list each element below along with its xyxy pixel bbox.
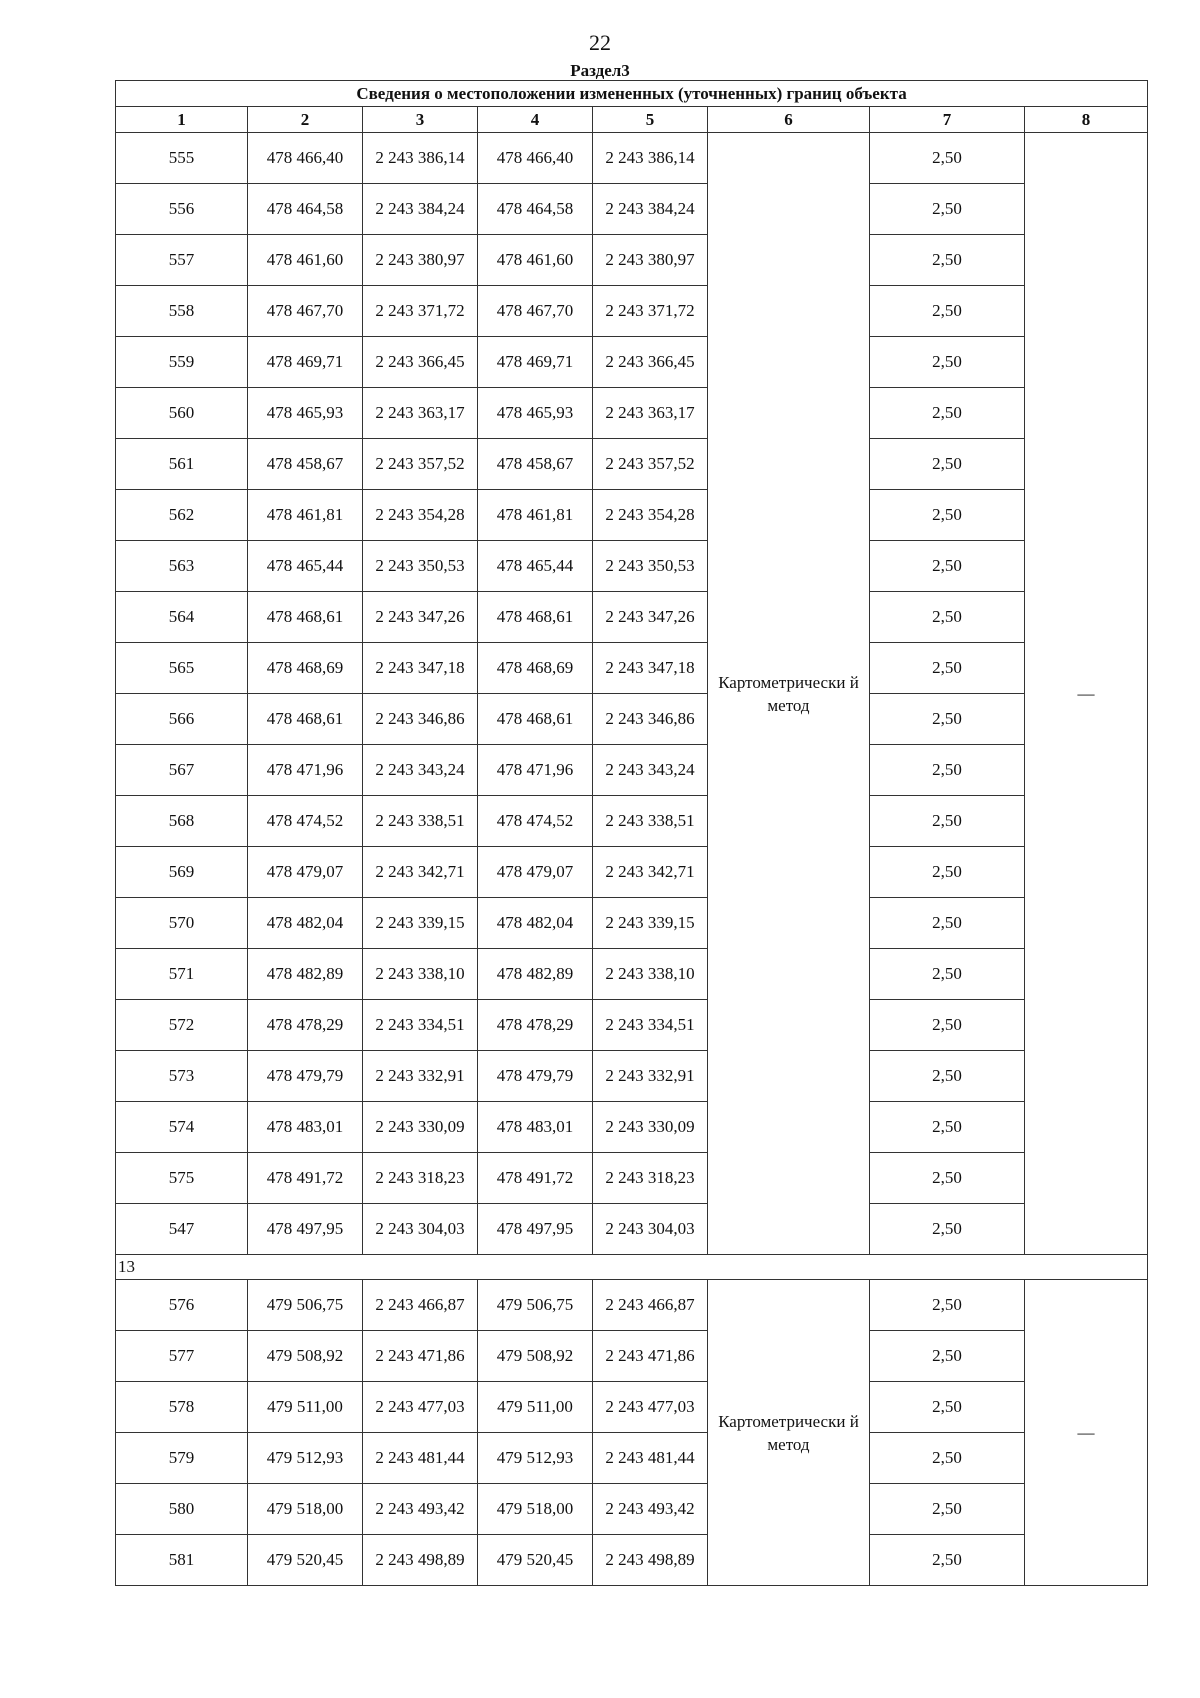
existing-y-cell: 2 243 318,23	[363, 1153, 478, 1204]
point-number-cell: 575	[116, 1153, 248, 1204]
accuracy-cell: 2,50	[870, 592, 1025, 643]
column-number: 7	[870, 107, 1025, 133]
table-row	[116, 1382, 1148, 1433]
table-row	[116, 898, 1148, 949]
accuracy-cell: 2,50	[870, 1000, 1025, 1051]
existing-x-cell: 478 461,60	[248, 235, 363, 286]
existing-x-cell: 479 508,92	[248, 1331, 363, 1382]
existing-x-cell: 478 478,29	[248, 1000, 363, 1051]
new-y-cell: 2 243 384,24	[593, 184, 708, 235]
existing-y-cell: 2 243 334,51	[363, 1000, 478, 1051]
existing-x-cell: 479 518,00	[248, 1484, 363, 1535]
accuracy-cell: 2,50	[870, 184, 1025, 235]
accuracy-cell: 2,50	[870, 796, 1025, 847]
accuracy-cell: 2,50	[870, 388, 1025, 439]
table-row	[116, 541, 1148, 592]
point-number-cell: 555	[116, 133, 248, 184]
new-y-cell: 2 243 347,18	[593, 643, 708, 694]
accuracy-cell: 2,50	[870, 1433, 1025, 1484]
table-row	[116, 643, 1148, 694]
new-y-cell: 2 243 357,52	[593, 439, 708, 490]
point-number-cell: 576	[116, 1280, 248, 1331]
existing-x-cell: 478 466,40	[248, 133, 363, 184]
existing-y-cell: 2 243 347,26	[363, 592, 478, 643]
new-x-cell: 478 474,52	[478, 796, 593, 847]
caption-row	[116, 81, 1148, 107]
table-row	[116, 1484, 1148, 1535]
existing-y-cell: 2 243 304,03	[363, 1204, 478, 1255]
existing-y-cell: 2 243 332,91	[363, 1051, 478, 1102]
existing-y-cell: 2 243 347,18	[363, 643, 478, 694]
new-x-cell: 478 479,07	[478, 847, 593, 898]
new-x-cell: 479 520,45	[478, 1535, 593, 1586]
existing-x-cell: 478 474,52	[248, 796, 363, 847]
accuracy-cell: 2,50	[870, 745, 1025, 796]
table-row	[116, 592, 1148, 643]
accuracy-cell: 2,50	[870, 1280, 1025, 1331]
existing-y-cell: 2 243 466,87	[363, 1280, 478, 1331]
point-number-cell: 581	[116, 1535, 248, 1586]
existing-y-cell: 2 243 384,24	[363, 184, 478, 235]
new-x-cell: 479 512,93	[478, 1433, 593, 1484]
new-y-cell: 2 243 343,24	[593, 745, 708, 796]
new-x-cell: 478 482,89	[478, 949, 593, 1000]
column-number: 8	[1025, 107, 1148, 133]
note-cell: —	[1025, 1280, 1148, 1586]
page-number: 22	[589, 30, 611, 55]
point-number-cell: 566	[116, 694, 248, 745]
new-x-cell: 478 458,67	[478, 439, 593, 490]
new-x-cell: 478 482,04	[478, 898, 593, 949]
accuracy-cell: 2,50	[870, 235, 1025, 286]
point-number-cell: 560	[116, 388, 248, 439]
table-row	[116, 286, 1148, 337]
column-number: 3	[363, 107, 478, 133]
new-y-cell: 2 243 342,71	[593, 847, 708, 898]
point-number-cell: 579	[116, 1433, 248, 1484]
new-x-cell: 479 506,75	[478, 1280, 593, 1331]
new-x-cell: 478 469,71	[478, 337, 593, 388]
accuracy-cell: 2,50	[870, 1382, 1025, 1433]
existing-x-cell: 478 468,61	[248, 592, 363, 643]
new-y-cell: 2 243 332,91	[593, 1051, 708, 1102]
point-number-cell: 570	[116, 898, 248, 949]
existing-x-cell: 478 479,79	[248, 1051, 363, 1102]
new-x-cell: 479 511,00	[478, 1382, 593, 1433]
accuracy-cell: 2,50	[870, 847, 1025, 898]
existing-x-cell: 479 520,45	[248, 1535, 363, 1586]
existing-x-cell: 478 497,95	[248, 1204, 363, 1255]
point-number-cell: 564	[116, 592, 248, 643]
existing-x-cell: 478 465,44	[248, 541, 363, 592]
table-row	[116, 1331, 1148, 1382]
new-y-cell: 2 243 354,28	[593, 490, 708, 541]
method-cell: Картометрически й метод	[708, 133, 870, 1255]
new-y-cell: 2 243 386,14	[593, 133, 708, 184]
new-y-cell: 2 243 380,97	[593, 235, 708, 286]
new-x-cell: 478 468,61	[478, 592, 593, 643]
accuracy-cell: 2,50	[870, 490, 1025, 541]
point-number-cell: 574	[116, 1102, 248, 1153]
existing-y-cell: 2 243 343,24	[363, 745, 478, 796]
new-x-cell: 478 464,58	[478, 184, 593, 235]
existing-x-cell: 478 458,67	[248, 439, 363, 490]
column-number: 4	[478, 107, 593, 133]
accuracy-cell: 2,50	[870, 643, 1025, 694]
accuracy-cell: 2,50	[870, 286, 1025, 337]
existing-y-cell: 2 243 498,89	[363, 1535, 478, 1586]
table-row	[116, 847, 1148, 898]
accuracy-cell: 2,50	[870, 337, 1025, 388]
table-row	[116, 1000, 1148, 1051]
new-x-cell: 479 518,00	[478, 1484, 593, 1535]
point-number-cell: 573	[116, 1051, 248, 1102]
method-cell: Картометрически й метод	[708, 1280, 870, 1586]
new-y-cell: 2 243 347,26	[593, 592, 708, 643]
table-row	[116, 1280, 1148, 1331]
accuracy-cell: 2,50	[870, 1535, 1025, 1586]
accuracy-cell: 2,50	[870, 1153, 1025, 1204]
column-number: 5	[593, 107, 708, 133]
existing-y-cell: 2 243 339,15	[363, 898, 478, 949]
existing-y-cell: 2 243 493,42	[363, 1484, 478, 1535]
existing-x-cell: 479 512,93	[248, 1433, 363, 1484]
existing-x-cell: 478 483,01	[248, 1102, 363, 1153]
point-number-cell: 569	[116, 847, 248, 898]
existing-y-cell: 2 243 366,45	[363, 337, 478, 388]
existing-y-cell: 2 243 386,14	[363, 133, 478, 184]
existing-x-cell: 478 461,81	[248, 490, 363, 541]
existing-y-cell: 2 243 342,71	[363, 847, 478, 898]
existing-y-cell: 2 243 363,17	[363, 388, 478, 439]
table-row	[116, 337, 1148, 388]
new-y-cell: 2 243 339,15	[593, 898, 708, 949]
accuracy-cell: 2,50	[870, 949, 1025, 1000]
table-row	[116, 490, 1148, 541]
new-y-cell: 2 243 498,89	[593, 1535, 708, 1586]
point-number-cell: 565	[116, 643, 248, 694]
table-row	[116, 388, 1148, 439]
column-number: 1	[116, 107, 248, 133]
table-row	[116, 133, 1148, 184]
new-y-cell: 2 243 477,03	[593, 1382, 708, 1433]
point-number-cell: 558	[116, 286, 248, 337]
point-number-cell: 562	[116, 490, 248, 541]
new-y-cell: 2 243 493,42	[593, 1484, 708, 1535]
table-row	[116, 1204, 1148, 1255]
column-number: 6	[708, 107, 870, 133]
point-number-cell: 547	[116, 1204, 248, 1255]
coordinates-table	[115, 80, 1148, 1586]
existing-x-cell: 478 482,89	[248, 949, 363, 1000]
table-row	[116, 184, 1148, 235]
existing-y-cell: 2 243 380,97	[363, 235, 478, 286]
table-row	[116, 1433, 1148, 1484]
table-row	[116, 1535, 1148, 1586]
new-x-cell: 478 466,40	[478, 133, 593, 184]
column-number: 2	[248, 107, 363, 133]
table-row	[116, 1051, 1148, 1102]
accuracy-cell: 2,50	[870, 1051, 1025, 1102]
new-y-cell: 2 243 338,51	[593, 796, 708, 847]
note-cell: —	[1025, 133, 1148, 1255]
table-row	[116, 796, 1148, 847]
new-x-cell: 478 461,81	[478, 490, 593, 541]
existing-y-cell: 2 243 471,86	[363, 1331, 478, 1382]
table-row	[116, 949, 1148, 1000]
existing-x-cell: 478 479,07	[248, 847, 363, 898]
existing-x-cell: 479 511,00	[248, 1382, 363, 1433]
section-title: Раздел3	[570, 61, 630, 80]
point-number-cell: 557	[116, 235, 248, 286]
accuracy-cell: 2,50	[870, 1484, 1025, 1535]
new-y-cell: 2 243 471,86	[593, 1331, 708, 1382]
accuracy-cell: 2,50	[870, 133, 1025, 184]
accuracy-cell: 2,50	[870, 1204, 1025, 1255]
accuracy-cell: 2,50	[870, 1102, 1025, 1153]
new-x-cell: 478 467,70	[478, 286, 593, 337]
new-x-cell: 478 483,01	[478, 1102, 593, 1153]
existing-y-cell: 2 243 371,72	[363, 286, 478, 337]
new-y-cell: 2 243 350,53	[593, 541, 708, 592]
existing-y-cell: 2 243 477,03	[363, 1382, 478, 1433]
existing-x-cell: 478 471,96	[248, 745, 363, 796]
new-x-cell: 478 491,72	[478, 1153, 593, 1204]
point-number-cell: 572	[116, 1000, 248, 1051]
existing-y-cell: 2 243 357,52	[363, 439, 478, 490]
new-x-cell: 479 508,92	[478, 1331, 593, 1382]
existing-x-cell: 478 468,69	[248, 643, 363, 694]
group-label: 13	[116, 1255, 1148, 1280]
new-y-cell: 2 243 346,86	[593, 694, 708, 745]
existing-x-cell: 479 506,75	[248, 1280, 363, 1331]
point-number-cell: 563	[116, 541, 248, 592]
point-number-cell: 567	[116, 745, 248, 796]
point-number-cell: 571	[116, 949, 248, 1000]
accuracy-cell: 2,50	[870, 541, 1025, 592]
existing-x-cell: 478 464,58	[248, 184, 363, 235]
point-number-cell: 580	[116, 1484, 248, 1535]
new-x-cell: 478 468,61	[478, 694, 593, 745]
existing-x-cell: 478 491,72	[248, 1153, 363, 1204]
table-body	[116, 81, 1148, 1586]
new-y-cell: 2 243 363,17	[593, 388, 708, 439]
existing-y-cell: 2 243 354,28	[363, 490, 478, 541]
group-label-row	[116, 1255, 1148, 1280]
new-x-cell: 478 461,60	[478, 235, 593, 286]
new-y-cell: 2 243 481,44	[593, 1433, 708, 1484]
table-row	[116, 745, 1148, 796]
accuracy-cell: 2,50	[870, 694, 1025, 745]
table-row	[116, 439, 1148, 490]
existing-y-cell: 2 243 350,53	[363, 541, 478, 592]
point-number-cell: 561	[116, 439, 248, 490]
existing-x-cell: 478 482,04	[248, 898, 363, 949]
point-number-cell: 577	[116, 1331, 248, 1382]
existing-x-cell: 478 468,61	[248, 694, 363, 745]
column-number-row	[116, 107, 1148, 133]
accuracy-cell: 2,50	[870, 439, 1025, 490]
existing-x-cell: 478 467,70	[248, 286, 363, 337]
new-x-cell: 478 465,93	[478, 388, 593, 439]
new-y-cell: 2 243 366,45	[593, 337, 708, 388]
table-row	[116, 694, 1148, 745]
existing-y-cell: 2 243 338,51	[363, 796, 478, 847]
point-number-cell: 568	[116, 796, 248, 847]
new-y-cell: 2 243 338,10	[593, 949, 708, 1000]
new-x-cell: 478 465,44	[478, 541, 593, 592]
new-x-cell: 478 478,29	[478, 1000, 593, 1051]
table-caption: Сведения о местоположении измененных (уточненных) границ объекта	[116, 81, 1148, 107]
accuracy-cell: 2,50	[870, 898, 1025, 949]
accuracy-cell: 2,50	[870, 1331, 1025, 1382]
point-number-cell: 578	[116, 1382, 248, 1433]
new-y-cell: 2 243 371,72	[593, 286, 708, 337]
existing-y-cell: 2 243 346,86	[363, 694, 478, 745]
existing-y-cell: 2 243 481,44	[363, 1433, 478, 1484]
existing-y-cell: 2 243 330,09	[363, 1102, 478, 1153]
new-y-cell: 2 243 334,51	[593, 1000, 708, 1051]
new-x-cell: 478 479,79	[478, 1051, 593, 1102]
new-x-cell: 478 471,96	[478, 745, 593, 796]
new-y-cell: 2 243 304,03	[593, 1204, 708, 1255]
table-row	[116, 1102, 1148, 1153]
new-y-cell: 2 243 466,87	[593, 1280, 708, 1331]
new-y-cell: 2 243 318,23	[593, 1153, 708, 1204]
new-x-cell: 478 468,69	[478, 643, 593, 694]
point-number-cell: 559	[116, 337, 248, 388]
existing-y-cell: 2 243 338,10	[363, 949, 478, 1000]
table-row	[116, 1153, 1148, 1204]
point-number-cell: 556	[116, 184, 248, 235]
new-x-cell: 478 497,95	[478, 1204, 593, 1255]
new-y-cell: 2 243 330,09	[593, 1102, 708, 1153]
existing-x-cell: 478 469,71	[248, 337, 363, 388]
existing-x-cell: 478 465,93	[248, 388, 363, 439]
table-row	[116, 235, 1148, 286]
